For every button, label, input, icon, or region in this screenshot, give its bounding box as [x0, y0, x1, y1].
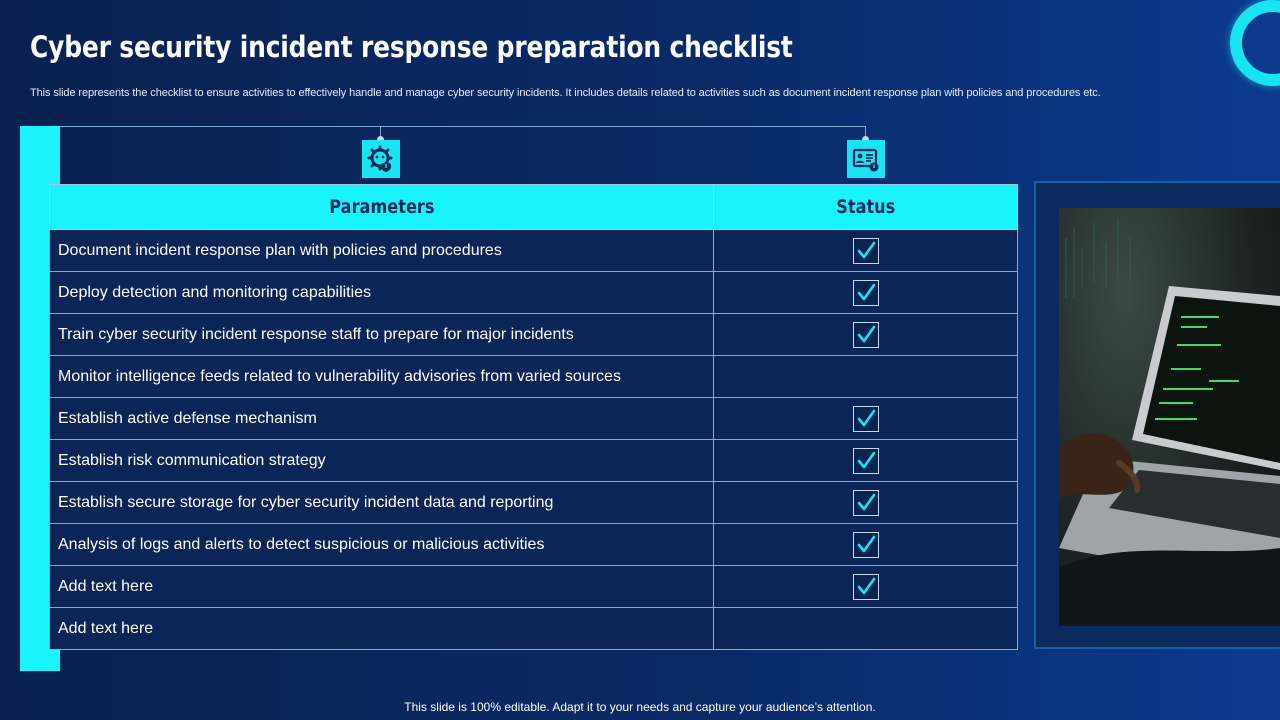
slide-footer: This slide is 100% editable. Adapt it to your needs and capture your audience’s attention. — [404, 700, 876, 714]
checkbox-checked[interactable] — [853, 322, 879, 348]
table-row — [50, 608, 1018, 650]
checkbox-checked[interactable] — [853, 574, 879, 600]
parameter-cell: Add text here — [50, 608, 714, 650]
table-row — [50, 272, 1018, 314]
parameter-cell: Train cyber security incident response staff to prepare for major incidents — [50, 314, 714, 356]
table-row — [50, 440, 1018, 482]
checkbox-checked[interactable] — [853, 406, 879, 432]
parameter-cell: Add text here — [50, 566, 714, 608]
table-row — [50, 356, 1018, 398]
slide-title: Cyber security incident response preparation checklist — [30, 30, 793, 64]
checkbox-checked[interactable] — [853, 532, 879, 558]
status-cell — [714, 272, 1018, 314]
checkmark-icon — [854, 449, 878, 473]
checklist-table — [49, 184, 1018, 650]
checkmark-icon — [854, 407, 878, 431]
status-cell — [714, 608, 1018, 650]
slide-subtitle: This slide represents the checklist to ensure activities to effectively handle and manage cyber security incidents. It includes details related to activities such as document incident response plan with policies and procedures etc. — [30, 87, 1101, 99]
checkbox-checked[interactable] — [853, 238, 879, 264]
table-row — [50, 314, 1018, 356]
status-cell — [714, 440, 1018, 482]
connector-drop-parameters — [380, 126, 381, 140]
checkmark-icon — [854, 323, 878, 347]
gear-shield-icon — [362, 140, 400, 178]
status-cell — [714, 230, 1018, 272]
parameter-cell: Deploy detection and monitoring capabilities — [50, 272, 714, 314]
table-row — [50, 566, 1018, 608]
status-cell — [714, 356, 1018, 398]
header-connector-line — [60, 126, 866, 127]
parameter-cell: Document incident response plan with policies and procedures — [50, 230, 714, 272]
decorative-ring — [1230, 0, 1280, 86]
id-card-icon — [847, 140, 885, 178]
parameter-cell: Establish active defense mechanism — [50, 398, 714, 440]
status-header: Status — [714, 185, 1018, 230]
status-cell — [714, 482, 1018, 524]
table-header-row — [50, 185, 1018, 230]
table-row — [50, 230, 1018, 272]
status-cell — [714, 566, 1018, 608]
checkmark-icon — [854, 239, 878, 263]
checkmark-icon — [854, 491, 878, 515]
status-cell — [714, 398, 1018, 440]
checkmark-icon — [854, 575, 878, 599]
parameter-cell: Establish secure storage for cyber security incident data and reporting — [50, 482, 714, 524]
laptop-photo — [1059, 208, 1280, 626]
status-cell — [714, 524, 1018, 566]
table-row — [50, 524, 1018, 566]
parameters-header: Parameters — [50, 185, 714, 230]
checkmark-icon — [854, 533, 878, 557]
parameter-cell: Monitor intelligence feeds related to vulnerability advisories from varied sources — [50, 356, 714, 398]
parameter-cell: Analysis of logs and alerts to detect suspicious or malicious activities — [50, 524, 714, 566]
checkbox-checked[interactable] — [853, 280, 879, 306]
status-cell — [714, 314, 1018, 356]
checkbox-checked[interactable] — [853, 448, 879, 474]
table-row — [50, 482, 1018, 524]
checkbox-checked[interactable] — [853, 490, 879, 516]
parameter-cell: Establish risk communication strategy — [50, 440, 714, 482]
table-row — [50, 398, 1018, 440]
connector-drop-status — [865, 126, 866, 140]
checkmark-icon — [854, 281, 878, 305]
